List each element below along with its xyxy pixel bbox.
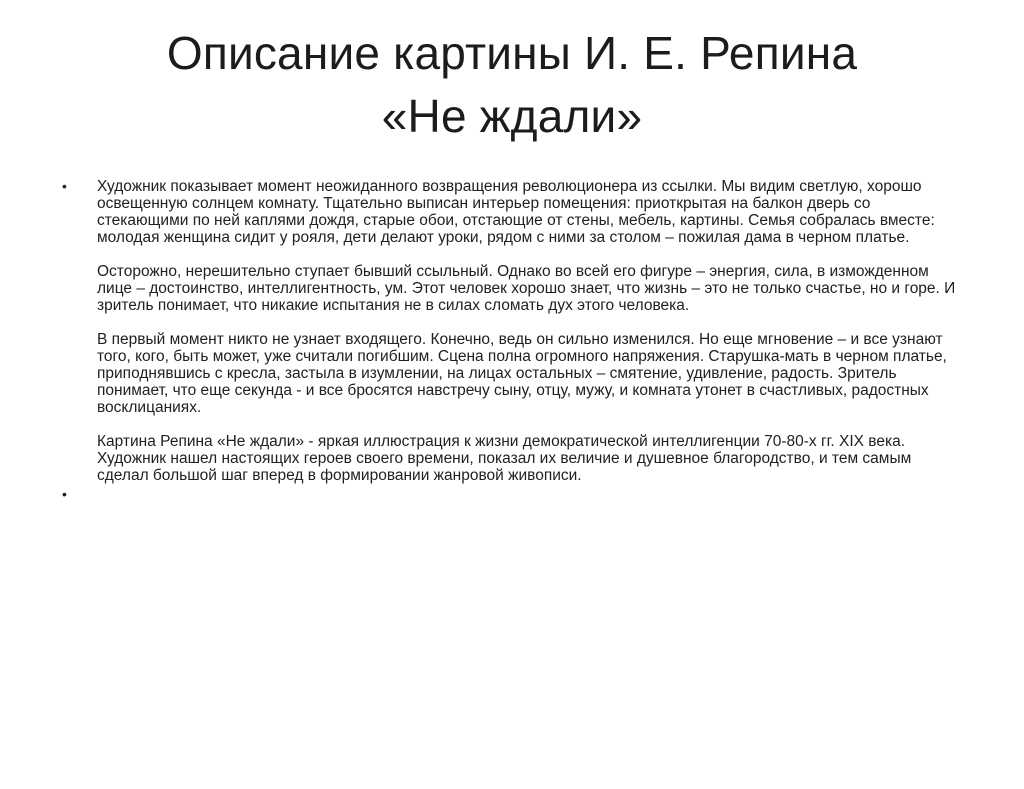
presentation-slide: [0, 22, 1024, 789]
bullet-icon: •: [62, 485, 67, 502]
slide-title: [40, 22, 984, 149]
paragraph-1: Художник показывает момент неожиданного возвращения революционера из ссылки. Мы видим светлую, хорошо освещенную солнцем комнату. Тщательно выписан интерьер помещения: приоткрытая на балкон дверь со стекающими по ней каплями дождя, старые обои, отстающие от стены, мебель, картины. Семья собралась вместе: молодая женщина сидит у рояля, дети делают уроки, рядом с ними за столом – пожилая дама в черном платье.: [97, 177, 935, 246]
paragraph-2: Осторожно, нерешительно ступает бывший ссыльный. Однако во всей его фигуре – энергия, сила, в изможденном лице – достоинство, интеллигентность, ум. Этот человек хорошо знает, что жизнь – это не только счастье, но и горе. И зритель понимает, что никакие испытания не в силах сломать дух этого человека.: [97, 262, 956, 314]
list-item-text: [97, 178, 962, 484]
slide-body: [62, 178, 962, 503]
paragraph-3: В первый момент никто не узнает входящего. Конечно, ведь он сильно изменился. Но еще мгновение – и все узнают того, кого, быть может, уже считали погибшим. Сцена полна огромного напряжения. Старушка-мать в черном платье, приподнявшись с кресла, застыла в изумлении, на лицах остальных – смятение, удивление, радость. Зритель понимает, что еще секунда - и все бросятся навстречу сыну, отцу, мужу, и комната утонет в счастливых, радостных восклицаниях.: [97, 330, 947, 416]
slide-title-line-1: Описание картины И. Е. Репина: [166, 27, 858, 79]
bullet-icon: •: [62, 177, 67, 194]
slide-title-line-2: «Не ждали»: [381, 90, 643, 143]
list-item-empty: [62, 486, 962, 503]
paragraph-4: Картина Репина «Не ждали» - яркая иллюстрация к жизни демократической интеллигенции 70-80-х гг. XIX века. Художник нашел настоящих героев своего времени, показал их величие и душевное благородство, и тем самым сделал большой шаг вперед в формировании жанровой живописи.: [97, 432, 912, 484]
list-item: [62, 178, 962, 484]
